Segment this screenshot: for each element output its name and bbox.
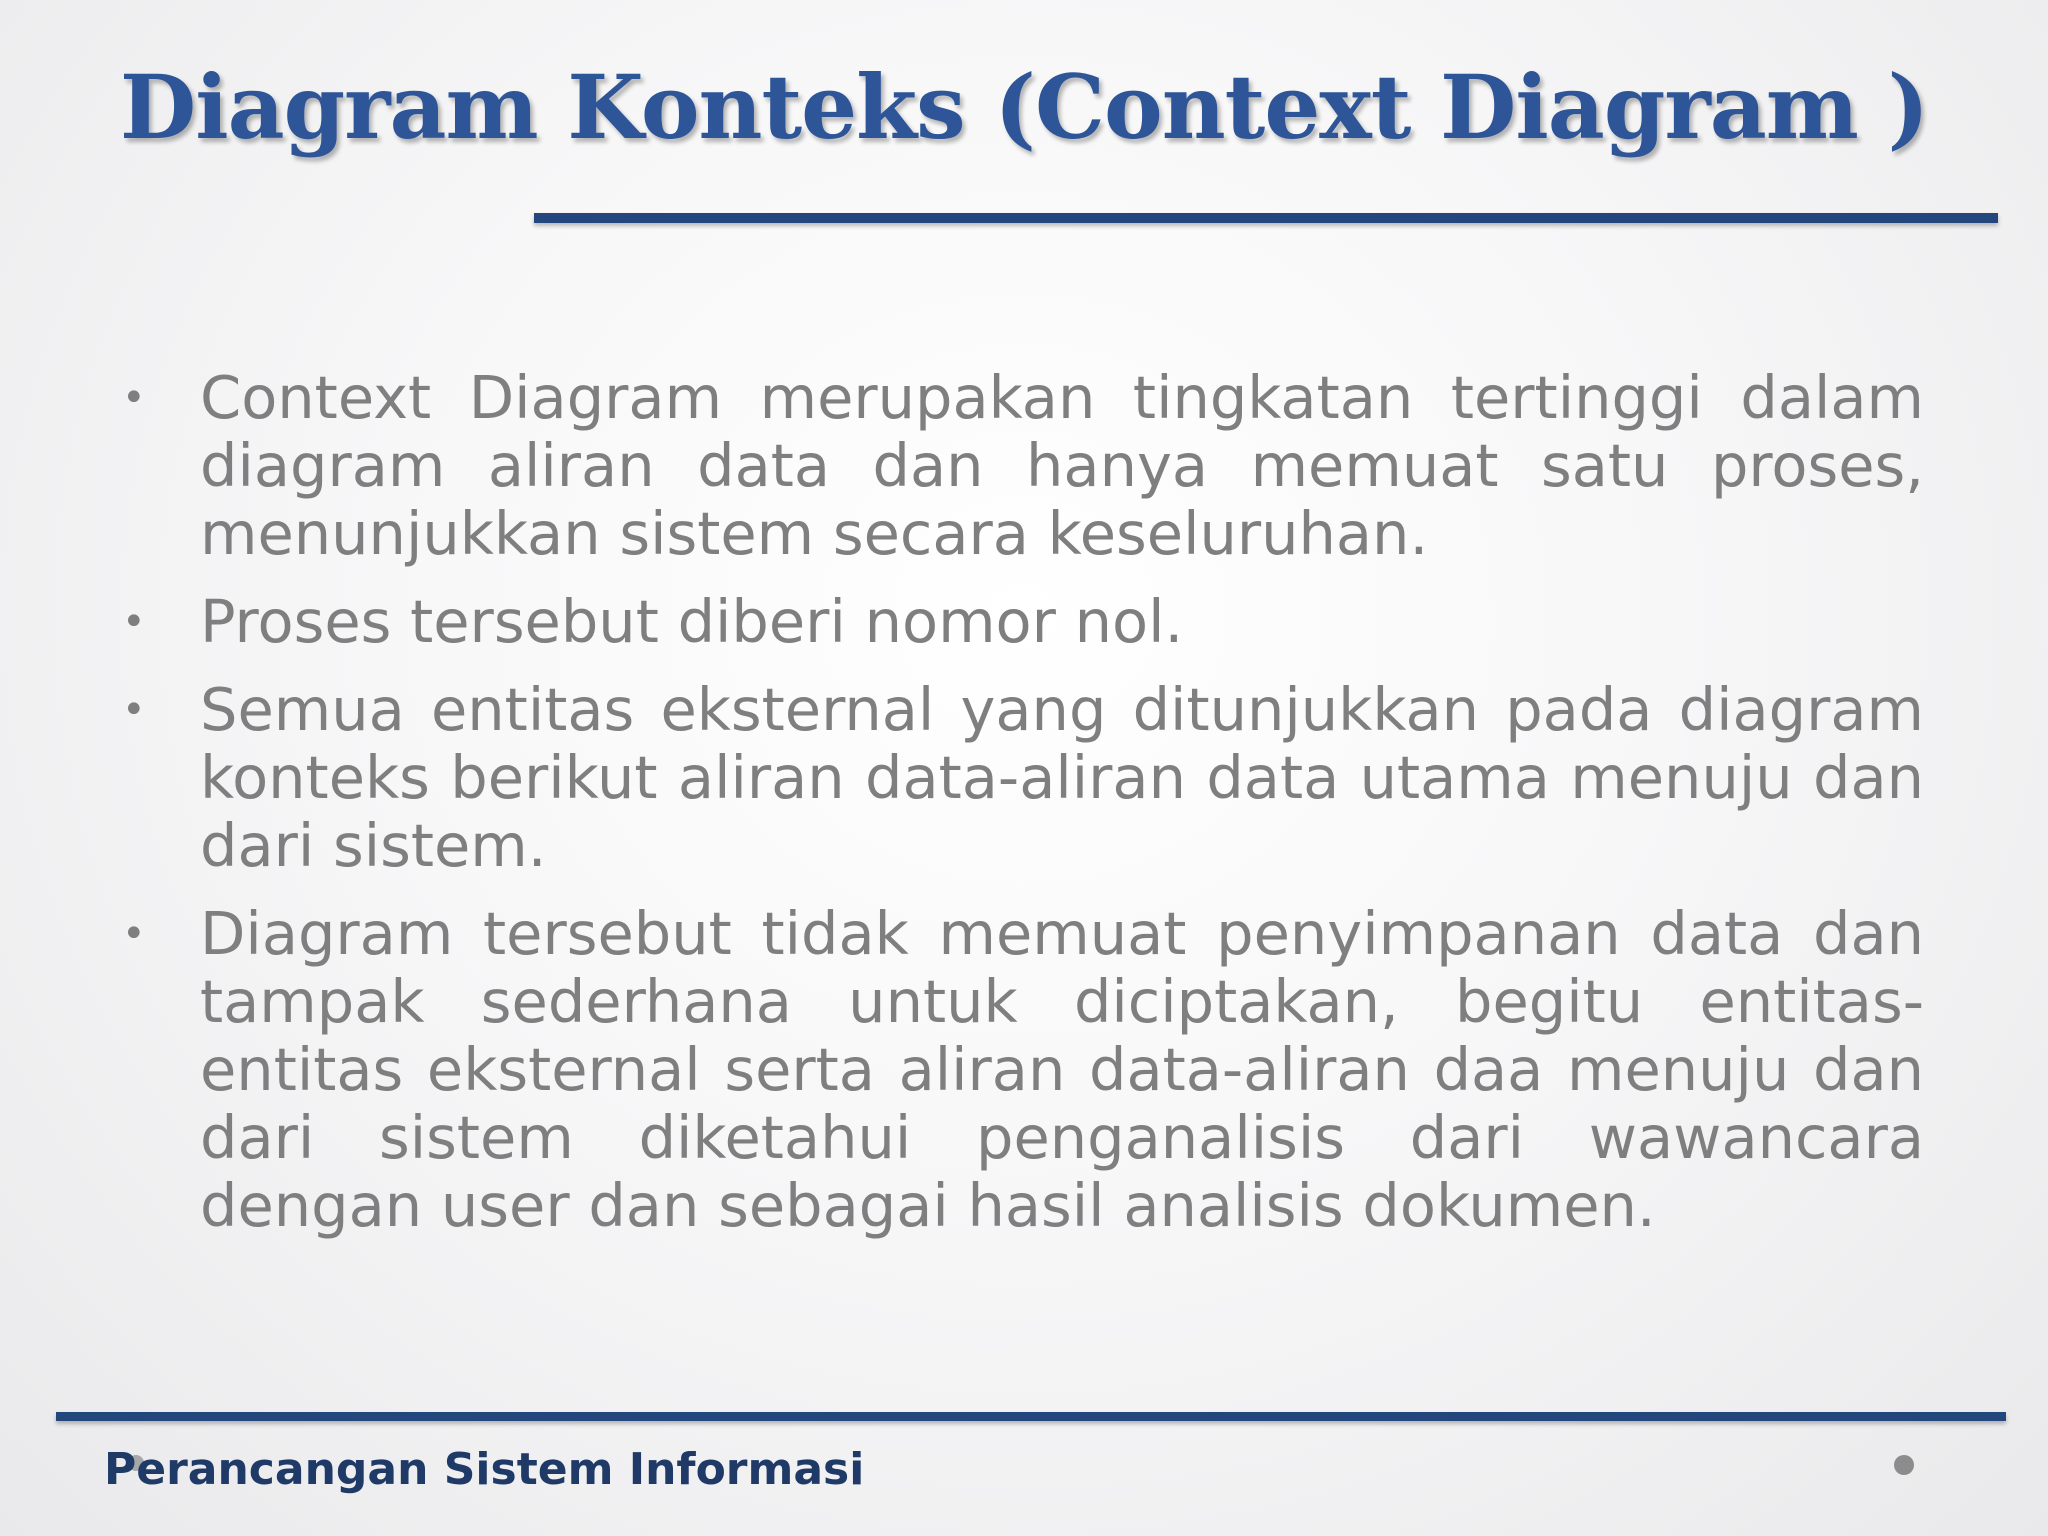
bullet-dot-icon: • xyxy=(122,375,146,421)
bullet-dot-icon: • xyxy=(122,599,146,645)
bullet-item-4 xyxy=(122,899,1924,1240)
bullet-dot-icon: • xyxy=(122,687,146,733)
bullet-list xyxy=(122,363,1924,1260)
slide-title: Diagram Konteks (Context Diagram ) xyxy=(119,55,1929,159)
bullet-text-4: Diagram tersebut tidak memuat penyimpanan data dan tampak sederhana untuk diciptakan, begitu entitas-entitas eksternal serta aliran data-aliran daa menuju dan dari sistem diketahui penganalisis dari wawancara dengan user dan sebagai hasil analisis dokumen. xyxy=(200,899,1924,1240)
bullet-dot-icon: • xyxy=(122,911,146,957)
footer-right-dot-icon xyxy=(1894,1455,1914,1475)
footer-rule xyxy=(56,1412,2006,1421)
bullet-item-1 xyxy=(122,363,1924,568)
bullet-item-3 xyxy=(122,675,1924,880)
footer-text: Perancangan Sistem Informasi xyxy=(104,1444,865,1495)
bullet-text-1: Context Diagram merupakan tingkatan tertinggi dalam diagram aliran data dan hanya memuat satu proses, menunjukkan sistem secara keseluruhan. xyxy=(200,363,1924,568)
bullet-item-2 xyxy=(122,587,1924,656)
title-underline xyxy=(534,213,1998,223)
bullet-text-3: Semua entitas eksternal yang ditunjukkan pada diagram konteks berikut aliran data-aliran data utama menuju dan dari sistem. xyxy=(200,675,1924,880)
bullet-text-2: Proses tersebut diberi nomor nol. xyxy=(200,587,1184,656)
